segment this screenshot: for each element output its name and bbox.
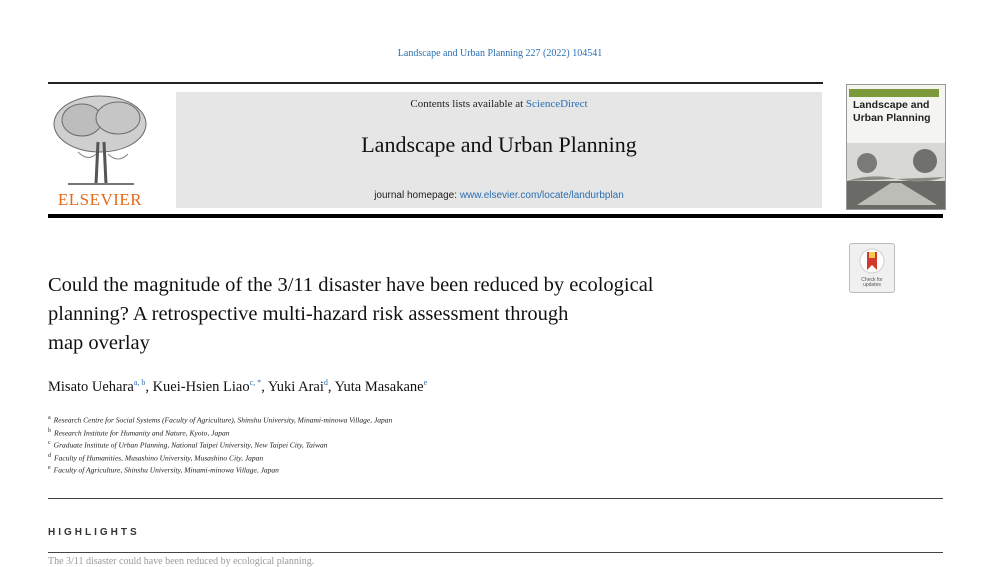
affiliation-text: Faculty of Agriculture, Shinshu University, Minami-minowa Village, Japan [53, 465, 279, 475]
journal-homepage-line [176, 190, 822, 201]
elsevier-logo-text: ELSEVIER [57, 190, 143, 209]
journal-cover-thumbnail[interactable] [846, 84, 946, 210]
top-rule [48, 82, 823, 84]
article-title-line: planning? A retrospective multi-hazard risk assessment through [48, 303, 569, 325]
author-separator: , [145, 378, 153, 395]
journal-title: Landscape and Urban Planning [361, 132, 637, 157]
section-rule [48, 498, 943, 499]
author-separator: , [327, 378, 335, 395]
homepage-prefix: journal homepage: [374, 190, 460, 201]
author-affiliation-mark[interactable]: c, * [249, 378, 262, 387]
author-name[interactable]: Kuei-Hsien Liao [152, 378, 250, 395]
affiliation-text: Research Centre for Social Systems (Faculty of Agriculture), Shinshu University, Minami-minowa Village, Japan [53, 415, 393, 425]
cover-color-strip [849, 89, 939, 97]
affiliation-mark: d [48, 452, 51, 459]
author-name[interactable]: Yuki Arai [267, 378, 324, 395]
check-updates-label [850, 278, 894, 288]
affiliation-list [48, 413, 392, 476]
journal-homepage-link[interactable]: www.elsevier.com/locate/landurbplan [459, 190, 624, 201]
affiliation-mark: b [48, 427, 51, 434]
article-title-line: map overlay [48, 332, 150, 354]
highlights-heading: HIGHLIGHTS [48, 527, 140, 538]
highlights-rule [48, 552, 943, 553]
author-name[interactable]: Yuta Masakane [334, 378, 424, 395]
affiliation-mark: a [48, 415, 51, 421]
author-separator: , [261, 378, 268, 395]
affiliation-item [48, 413, 392, 426]
affiliation-text: Graduate Institute of Urban Planning, National Taipei University, New Taipei City, Taiwan [53, 440, 328, 450]
author-affiliation-mark[interactable]: a, b [133, 378, 146, 387]
author-affiliation-mark[interactable]: d [323, 378, 328, 387]
cover-title-line: Landscape and [853, 99, 930, 111]
author-affiliation-mark[interactable]: e [423, 378, 428, 387]
check-updates-line: updates [863, 282, 881, 288]
author-name[interactable]: Misato Uehara [48, 378, 134, 395]
affiliation-item [48, 438, 392, 451]
header-thick-rule [48, 214, 943, 218]
article-title-line: Could the magnitude of the 3/11 disaster have been reduced by ecological [48, 274, 654, 296]
running-head[interactable]: Landscape and Urban Planning 227 (2022) 104541 [397, 48, 603, 59]
author-list [48, 378, 427, 396]
cover-title-line: Urban Planning [853, 112, 931, 124]
highlight-item: The 3/11 disaster could have been reduced by ecological planning. [48, 556, 315, 567]
affiliation-mark: e [48, 465, 51, 471]
affiliation-item [48, 451, 392, 464]
cover-photo [847, 143, 945, 209]
affiliation-item [48, 426, 392, 439]
bookmark-icon [850, 244, 894, 278]
article-title [48, 271, 838, 358]
journal-banner [176, 92, 822, 208]
affiliation-text: Faculty of Humanities, Musashino University, Musashino City, Japan [54, 453, 264, 462]
sciencedirect-link[interactable]: ScienceDirect [525, 98, 588, 110]
cover-title [853, 99, 931, 125]
affiliation-text: Research Institute for Humanity and Nature, Kyoto, Japan [54, 428, 230, 437]
contents-line [176, 98, 822, 110]
affiliation-item [48, 463, 392, 476]
contents-prefix: Contents lists available at [410, 98, 526, 110]
check-for-updates-badge[interactable] [849, 243, 895, 293]
affiliation-mark: c [48, 440, 51, 446]
check-updates-line: Check for [861, 277, 883, 283]
